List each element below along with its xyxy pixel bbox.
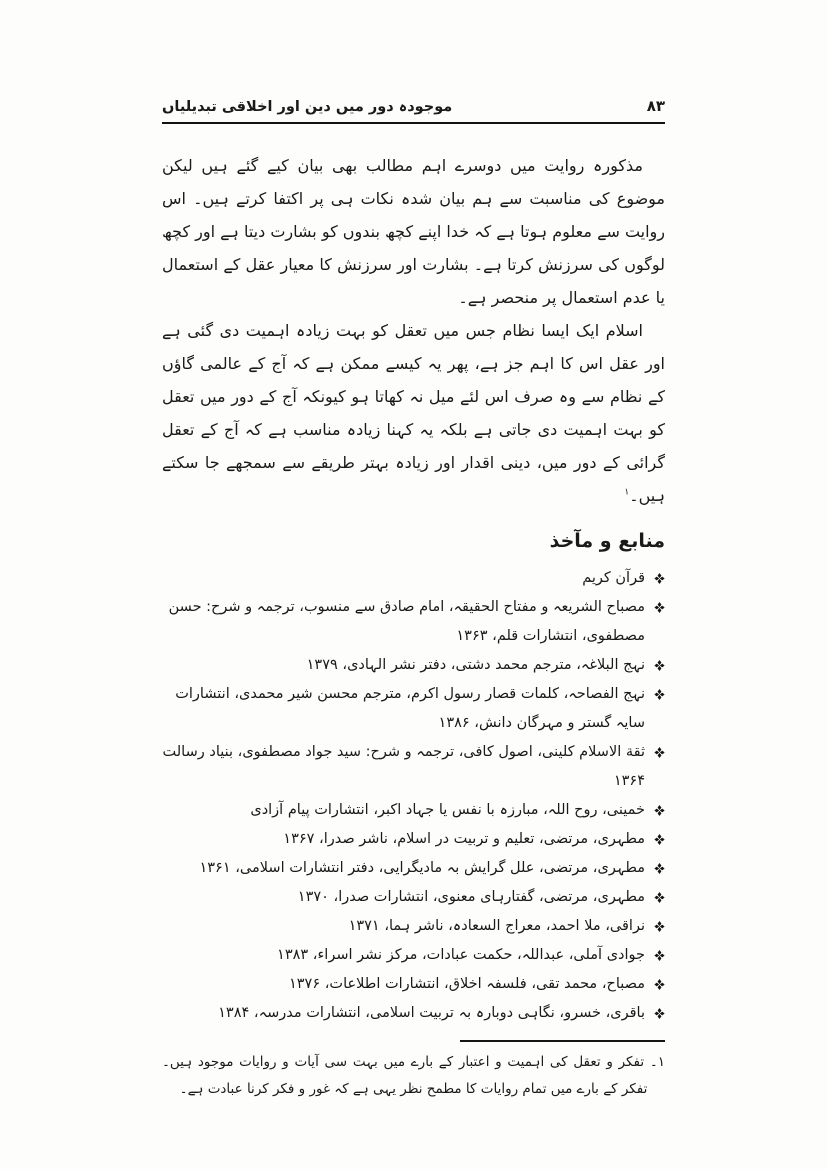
page-content [162, 0, 665, 1103]
diamond-bullet-icon [654, 979, 665, 990]
reference-text: مطہری، مرتضی، گفتارہای معنوی، انتشارات صدرا، ۱۳۷۰ [297, 889, 645, 905]
diamond-bullet-icon [654, 921, 665, 932]
paragraph-text: مذکورہ روایت میں دوسرے اہم مطالب بھی بیان کیے گئے ہیں لیکن موضوع کی مناسبت سے ہم بیان شدہ نکات ہی پر اکتفا کرتے ہیں۔ اس روایت سے معلوم ہوتا ہے کہ خدا اپنے کچھ بندوں کو بشارت دیتا ہے اور کچھ لوگوں کی سرزنش کرتا ہے۔ بشارت اور سرزنش کا معیار عقل کے استعمال یا عدم استعمال پر منحصر ہے۔ [162, 156, 665, 307]
diamond-bullet-icon [654, 834, 665, 845]
reference-item [162, 854, 665, 883]
reference-item [162, 883, 665, 912]
references-list [162, 564, 665, 1028]
reference-item [162, 912, 665, 941]
reference-text: جوادی آملی، عبداللہ، حکمت عبادات، مرکز نشر اسراء، ۱۳۸۳ [277, 947, 645, 963]
reference-item [162, 825, 665, 854]
reference-item [162, 651, 665, 680]
diamond-bullet-icon [654, 747, 665, 758]
reference-item [162, 970, 665, 999]
reference-text: نہج الفصاحہ، کلمات قصار رسول اکرم، مترجم محسن شیر محمدی، انتشارات سایہ گستر و مہرگان دانش، ۱۳۸۶ [175, 686, 645, 731]
reference-text: ثقة الاسلام کلینی، اصول کافی، ترجمہ و شرح: سید جواد مصطفوی، بنیاد رسالت ۱۳۶۴ [162, 744, 645, 789]
diamond-bullet-icon [654, 573, 665, 584]
reference-item [162, 564, 665, 593]
footnote-text: ۱۔ تفکر و تعقل کی اہمیت و اعتبار کے بارے میں بہت سی آیات و روایات موجود ہیں۔ تفکر کے بارے میں تمام روایات کا مطمح نظر یہی ہے کہ غور و فکر کرنا عبادت ہے۔ [162, 1054, 665, 1097]
page-number: ۸۳ [646, 97, 665, 115]
running-header [162, 97, 665, 124]
reference-text: نہج البلاغہ، مترجم محمد دشتی، دفتر نشر الہادی، ۱۳۷۹ [306, 657, 645, 673]
reference-text: باقری، خسرو، نگاہی دوبارہ بہ تربیت اسلامی، انتشارات مدرسہ، ۱۳۸۴ [218, 1005, 645, 1021]
footnote-separator [460, 1040, 665, 1042]
reference-item [162, 738, 665, 796]
reference-item [162, 999, 665, 1028]
reference-item [162, 680, 665, 738]
body-paragraph [162, 149, 665, 314]
diamond-bullet-icon [654, 689, 665, 700]
reference-text: مصباح الشریعہ و مفتاح الحقیقہ، امام صادق سے منسوب، ترجمہ و شرح: حسن مصطفوی، انتشارات قلم، ۱۳۶۳ [168, 599, 645, 644]
diamond-bullet-icon [654, 660, 665, 671]
reference-text: قرآن کریم [582, 570, 645, 586]
reference-text: نراقی، ملا احمد، معراج السعادہ، ناشر ہما، ۱۳۷۱ [348, 918, 645, 934]
body-text [162, 149, 665, 512]
reference-item [162, 796, 665, 825]
diamond-bullet-icon [654, 805, 665, 816]
paragraph-text: اسلام ایک ایسا نظام جس میں تعقل کو بہت زیادہ اہمیت دی گئی ہے اور عقل اس کا اہم جز ہے، پھر یہ کیسے ممکن ہے کہ آج کے عالمی گاؤں کے نظام سے وہ صرف اس لئے میل نہ کھاتا ہو کیونکہ آج کے دور میں تعقل کو بہت اہمیت دی جاتی ہے بلکہ یہ کہنا زیادہ مناسب ہے کہ آج کے تعقل گرائی کے دور میں، دینی اقدار اور زیادہ بہتر طریقے سے سمجھے جا سکتے ہیں۔ [162, 321, 665, 505]
diamond-bullet-icon [654, 602, 665, 613]
diamond-bullet-icon [654, 1008, 665, 1019]
reference-text: خمینی، روح اللہ، مبارزہ با نفس یا جہاد اکبر، انتشارات پیام آزادی [250, 802, 645, 818]
reference-text: مصباح، محمد تقی، فلسفہ اخلاق، انتشارات اطلاعات، ۱۳۷۶ [288, 976, 645, 992]
reference-item [162, 941, 665, 970]
reference-text: مطہری، مرتضی، علل گرایش بہ مادیگرایی، دفتر انتشارات اسلامی، ۱۳۶۱ [199, 860, 645, 876]
diamond-bullet-icon [654, 892, 665, 903]
references-heading: منابع و مآخذ [549, 530, 665, 552]
footnote-reference: ۱ [624, 487, 630, 498]
reference-text: مطہری، مرتضی، تعلیم و تربیت در اسلام، ناشر صدرا، ۱۳۶۷ [283, 831, 645, 847]
body-paragraph [162, 314, 665, 512]
diamond-bullet-icon [654, 863, 665, 874]
reference-item [162, 593, 665, 651]
diamond-bullet-icon [654, 950, 665, 961]
running-title: موجودہ دور میں دین اور اخلاقی تبدیلیاں [162, 99, 453, 115]
